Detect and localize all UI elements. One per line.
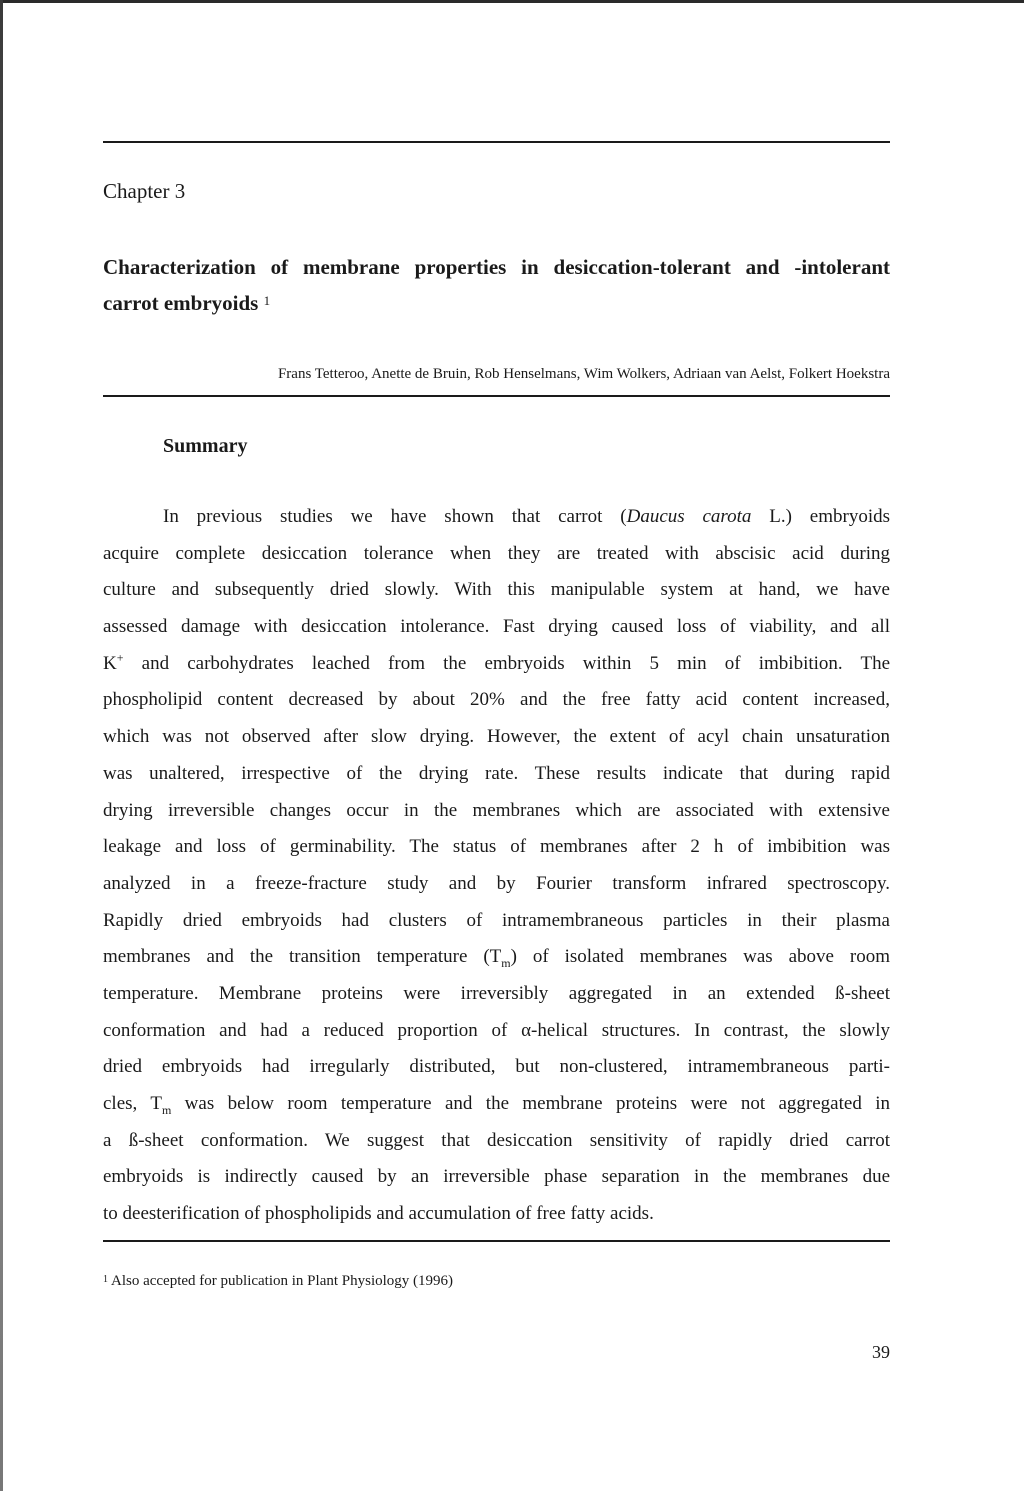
- summary-line: a ß-sheet conformation. We suggest that desiccation sensitivity of rapidly dried carrot: [103, 1129, 890, 1151]
- footnote: [103, 1270, 453, 1292]
- summary-line: K+ and carbohydrates leached from the embryoids within 5 min of imbibition. The: [103, 650, 890, 674]
- summary-line: to deesterification of phospholipids and accumulation of free fatty acids.: [103, 1203, 654, 1225]
- chapter-title-line2-text: carrot embryoids: [103, 291, 259, 315]
- summary-line: conformation and had a reduced proportion of α-helical structures. In contrast, the slowly: [103, 1019, 890, 1041]
- summary-line: analyzed in a freeze-fracture study and by Fourier transform infrared spectroscopy.: [103, 872, 890, 894]
- author-list: Frans Tetteroo, Anette de Bruin, Rob Henselmans, Wim Wolkers, Adriaan van Aelst, Folkert Hoekstra: [277, 366, 890, 382]
- summary-line: was unaltered, irrespective of the drying rate. These results indicate that during rapid: [103, 762, 890, 784]
- scan-top-edge: [0, 0, 1024, 3]
- summary-line: assessed damage with desiccation intolerance. Fast drying caused loss of viability, and all: [103, 616, 890, 638]
- chapter-label: Chapter 3: [103, 179, 186, 203]
- footnote-text: Also accepted for publication in Plant Physiology (1996): [111, 1273, 454, 1289]
- summary-line: dried embryoids had irregularly distributed, but non-clustered, intramembraneous parti-: [103, 1056, 890, 1078]
- subscript: m: [161, 1102, 172, 1117]
- summary-line: membranes and the transition temperature $(T_m)$ of isolated membranes was above room: [103, 946, 890, 971]
- top-rule: [103, 141, 890, 143]
- summary-line: temperature. Membrane proteins were irreversibly aggregated in an extended ß-sheet: [103, 982, 890, 1004]
- footnote-mark: 1: [103, 1274, 108, 1285]
- authors-rule: [103, 395, 890, 397]
- summary-line: Rapidly dried embryoids had clusters of intramembraneous particles in their plasma: [103, 909, 890, 931]
- summary-line: leakage and loss of germinability. The status of membranes after 2 h of imbibition was: [103, 836, 890, 858]
- page-number: 39: [872, 1342, 890, 1362]
- summary-line: culture and subsequently dried slowly. With this manipulable system at hand, we have: [103, 579, 890, 601]
- species-name: Daucus carota: [626, 506, 752, 527]
- summary-line: acquire complete desiccation tolerance when they are treated with abscisic acid during: [103, 542, 890, 564]
- summary-line: cles, $T_m$ was below room temperature and the membrane proteins were not aggregated in: [103, 1093, 890, 1117]
- summary-body: [103, 499, 890, 1233]
- title-footnote-mark: 1: [263, 293, 271, 308]
- summary-line: drying irreversible changes occur in the membranes which are associated with extensive: [103, 799, 890, 821]
- summary-line: embryoids is indirectly caused by an irreversible phase separation in the membranes due: [103, 1166, 890, 1188]
- scan-left-edge: [0, 0, 3, 1491]
- summary-line: which was not observed after slow drying. However, the extent of acyl chain unsaturation: [103, 726, 890, 748]
- summary-line: phospholipid content decreased by about 20% and the free fatty acid content increased,: [103, 689, 890, 711]
- chapter-title-line1: Characterization of membrane properties in desiccation-tolerant and -intolerant: [103, 255, 890, 279]
- chapter-title-line2: [103, 285, 270, 321]
- superscript: +: [116, 650, 124, 665]
- subscript: m: [501, 956, 511, 971]
- bottom-rule: [103, 1240, 890, 1242]
- summary-heading: Summary: [163, 435, 248, 457]
- summary-line: In previous studies we have shown that carrot (Daucus carota L.) embryoids: [163, 506, 891, 527]
